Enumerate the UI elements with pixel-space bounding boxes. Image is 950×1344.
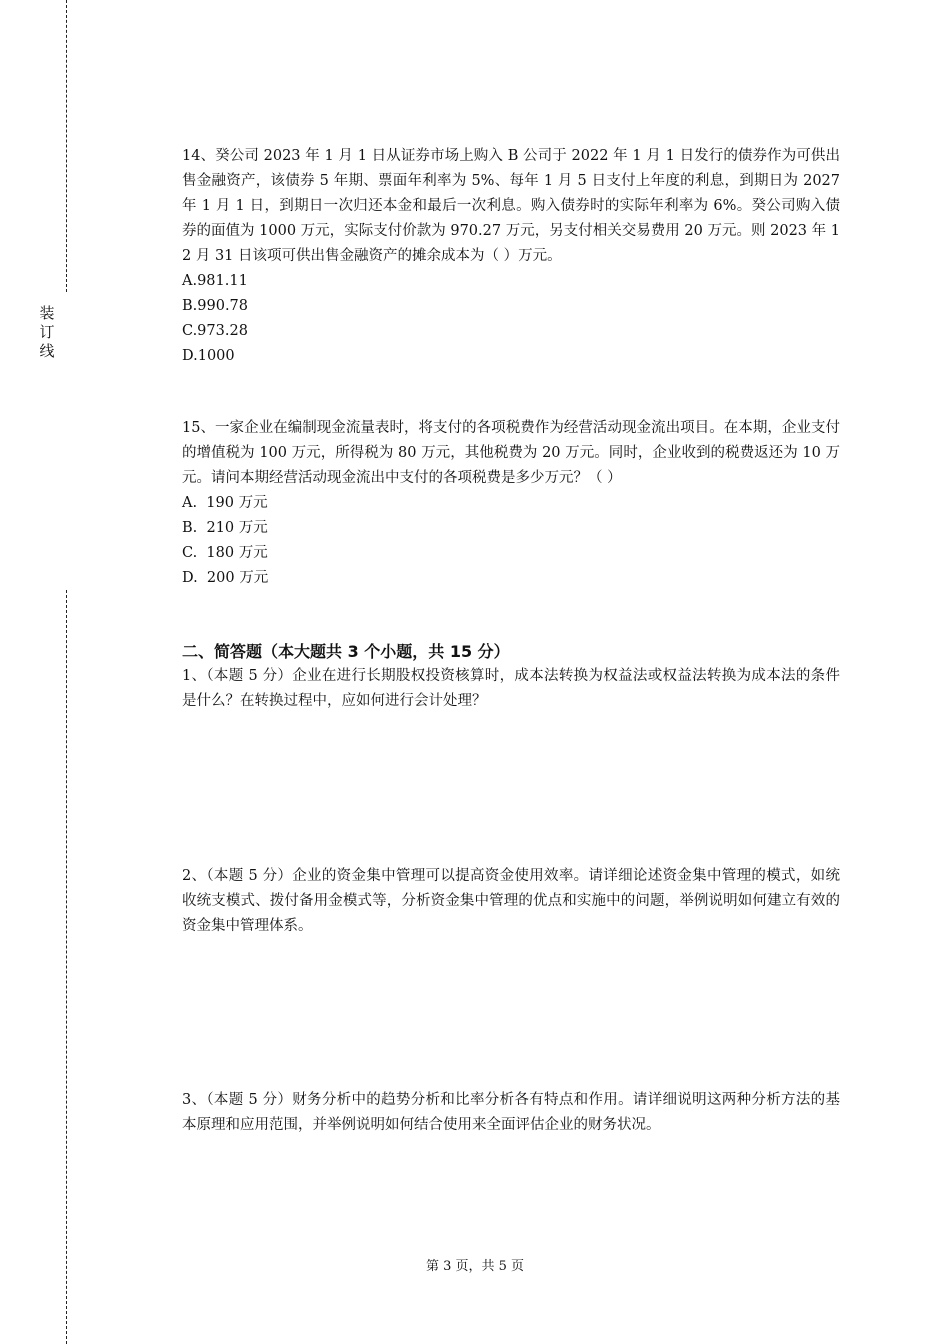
question-14: [182, 144, 840, 369]
question-14-option-a: A.981.11: [182, 273, 248, 289]
short-answer-3-text: 3、（本题 5 分）财务分析中的趋势分析和比率分析各有特点和作用。请详细说明这两种分析方法的基本原理和应用范围，并举例说明如何结合使用来全面评估企业的财务状况。: [182, 1092, 840, 1133]
binding-label: [37, 304, 57, 361]
binding-char: 装: [39, 304, 55, 322]
binding-dashed-line-bottom: [66, 590, 67, 1344]
binding-char: 线: [39, 342, 55, 360]
question-14-text: 14、癸公司 2023 年 1 月 1 日从证券市场上购入 B 公司于 2022 年 1 月 1 日发行的债券作为可供出售金融资产，该债券 5 年期、票面年利率为 5%、每年 1 月 5 日支付上年度的利息，到期日为 2027 年 1 月 1 日，到期日一次归还本金和最后一次利息。购入债券时的实际年利率为 6%。癸公司购入债券的面值为 1000 万元，实际支付价款为 970.27 万元，另支付相关交易费用 20 万元。则 2023 年 12 月 31 日该项可供出售金融资产的摊余成本为（ ）万元。: [182, 148, 840, 264]
question-15-option-d: D. 200 万元: [182, 570, 269, 586]
question-14-option-c: C.973.28: [182, 323, 248, 339]
question-14-option-d: D.1000: [182, 348, 235, 364]
short-answer-2: [182, 864, 840, 939]
question-14-option-b: B.990.78: [182, 298, 249, 314]
question-15-option-b: B. 210 万元: [182, 520, 268, 536]
question-15-option-c: C. 180 万元: [182, 545, 268, 561]
short-answer-2-text: 2、（本题 5 分）企业的资金集中管理可以提高资金使用效率。请详细论述资金集中管理的模式，如统收统支模式、拨付备用金模式等，分析资金集中管理的优点和实施中的问题，举例说明如何建立有效的资金集中管理体系。: [182, 868, 840, 934]
question-15-text: 15、一家企业在编制现金流量表时，将支付的各项税费作为经营活动现金流出项目。在本期，企业支付的增值税为 100 万元，所得税为 80 万元，其他税费为 20 万元。同时，企业收到的税费返还为 10 万元。请问本期经营活动现金流出中支付的各项税费是多少万元？（ ）: [182, 420, 840, 486]
section-title-short-answer: 二、简答题（本大题共 3 个小题，共 15 分）: [182, 642, 510, 661]
page-number-footer: 第 3 页，共 5 页: [425, 1259, 525, 1274]
question-15: [182, 416, 840, 591]
binding-dashed-line-top: [66, 0, 67, 292]
binding-char: 订: [39, 323, 55, 341]
question-15-option-a: A. 190 万元: [182, 495, 268, 511]
short-answer-3: [182, 1088, 840, 1138]
short-answer-1: [182, 664, 840, 714]
short-answer-1-text: 1、（本题 5 分）企业在进行长期股权投资核算时，成本法转换为权益法或权益法转换为成本法的条件是什么？在转换过程中，应如何进行会计处理？: [182, 668, 840, 709]
